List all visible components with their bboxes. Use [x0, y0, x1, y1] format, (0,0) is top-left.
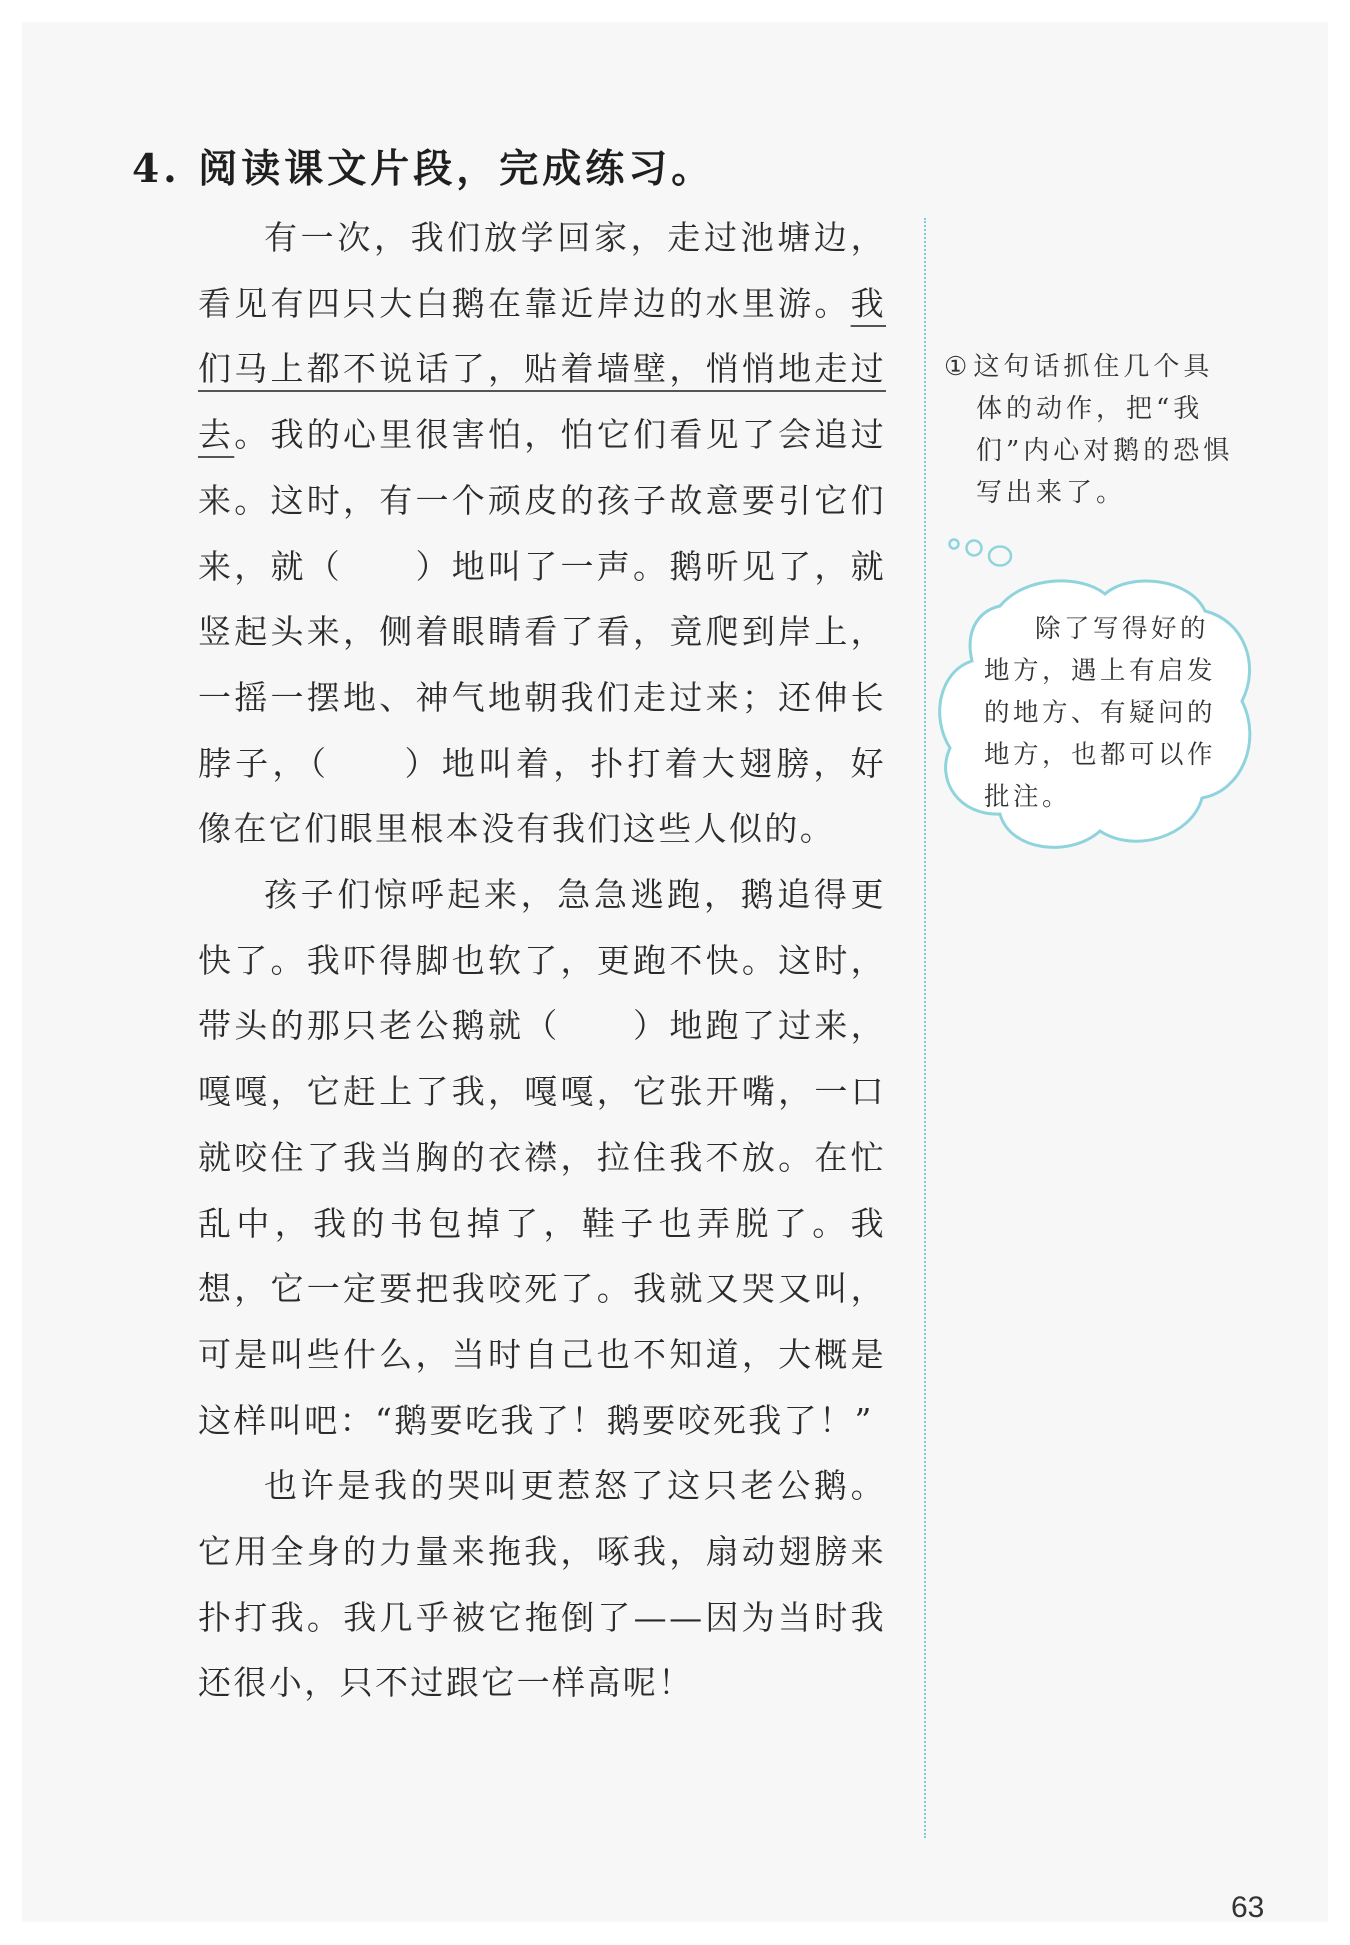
passage-paragraph-1	[198, 205, 886, 862]
page-number: 63	[1231, 1891, 1265, 1924]
passage-paragraph-2: 孩子们惊呼起来，急急逃跑，鹅追得更快了。我吓得脚也软了，更跑不快。这时，带头的那只老公鹅就（ ）地跑了过来，嘎嘎，它赶上了我，嘎嘎，它张开嘴，一口就咬住了我当胸的衣襟，拉住我不放。在忙乱中，我的书包掉了，鞋子也弄脱了。我想，它一定要把我咬死了。我就又哭又叫，可是叫些什么，当时自己也不知道，大概是这样叫吧：“鹅要吃我了！鹅要咬死我了！”	[198, 875, 886, 1440]
passage-paragraph-3: 也许是我的哭叫更惹怒了这只老公鹅。它用全身的力量来拖我，啄我，扇动翅膀来扑打我。我几乎被它拖倒了——因为当时我还很小，只不过跟它一样高呢！	[198, 1466, 886, 1703]
annotation-number: ①	[944, 352, 972, 382]
underlined-sentence: 我们马上都不说话了，贴着墙壁，悄悄地走过去	[198, 283, 886, 455]
annotation-text: 这句话抓住几个具体的动作，把“我们”内心对鹅的恐惧写出来了。	[973, 352, 1234, 508]
tip-text: 除了写得好的地方，遇上有启发的地方、有疑问的地方，也都可以作批注。	[984, 614, 1217, 812]
margin-divider	[924, 218, 926, 1838]
paragraph-1-text-a: 有一次，我们放学回家，走过池塘边，看见有四只大白鹅在靠近岸边的水里游。	[198, 218, 886, 323]
reading-passage	[198, 205, 886, 1716]
paragraph-1-text-b: 。我的心里很害怕，怕它们看见了会追过来。这时，有一个顽皮的孩子故意要引它们来，就（ ）地叫了一声。鹅听见了，就竖起头来，侧着眼睛看了看，竟爬到岸上，一摇一摆地、神气地朝我们走过来；还伸长脖子，（ ）地叫着，扑打着大翅膀，好像在它们眼里根本没有我们这些人似的。	[198, 415, 887, 849]
exercise-title: 4. 阅读课文片段，完成练习。	[132, 146, 715, 192]
margin-annotation	[944, 346, 1236, 514]
